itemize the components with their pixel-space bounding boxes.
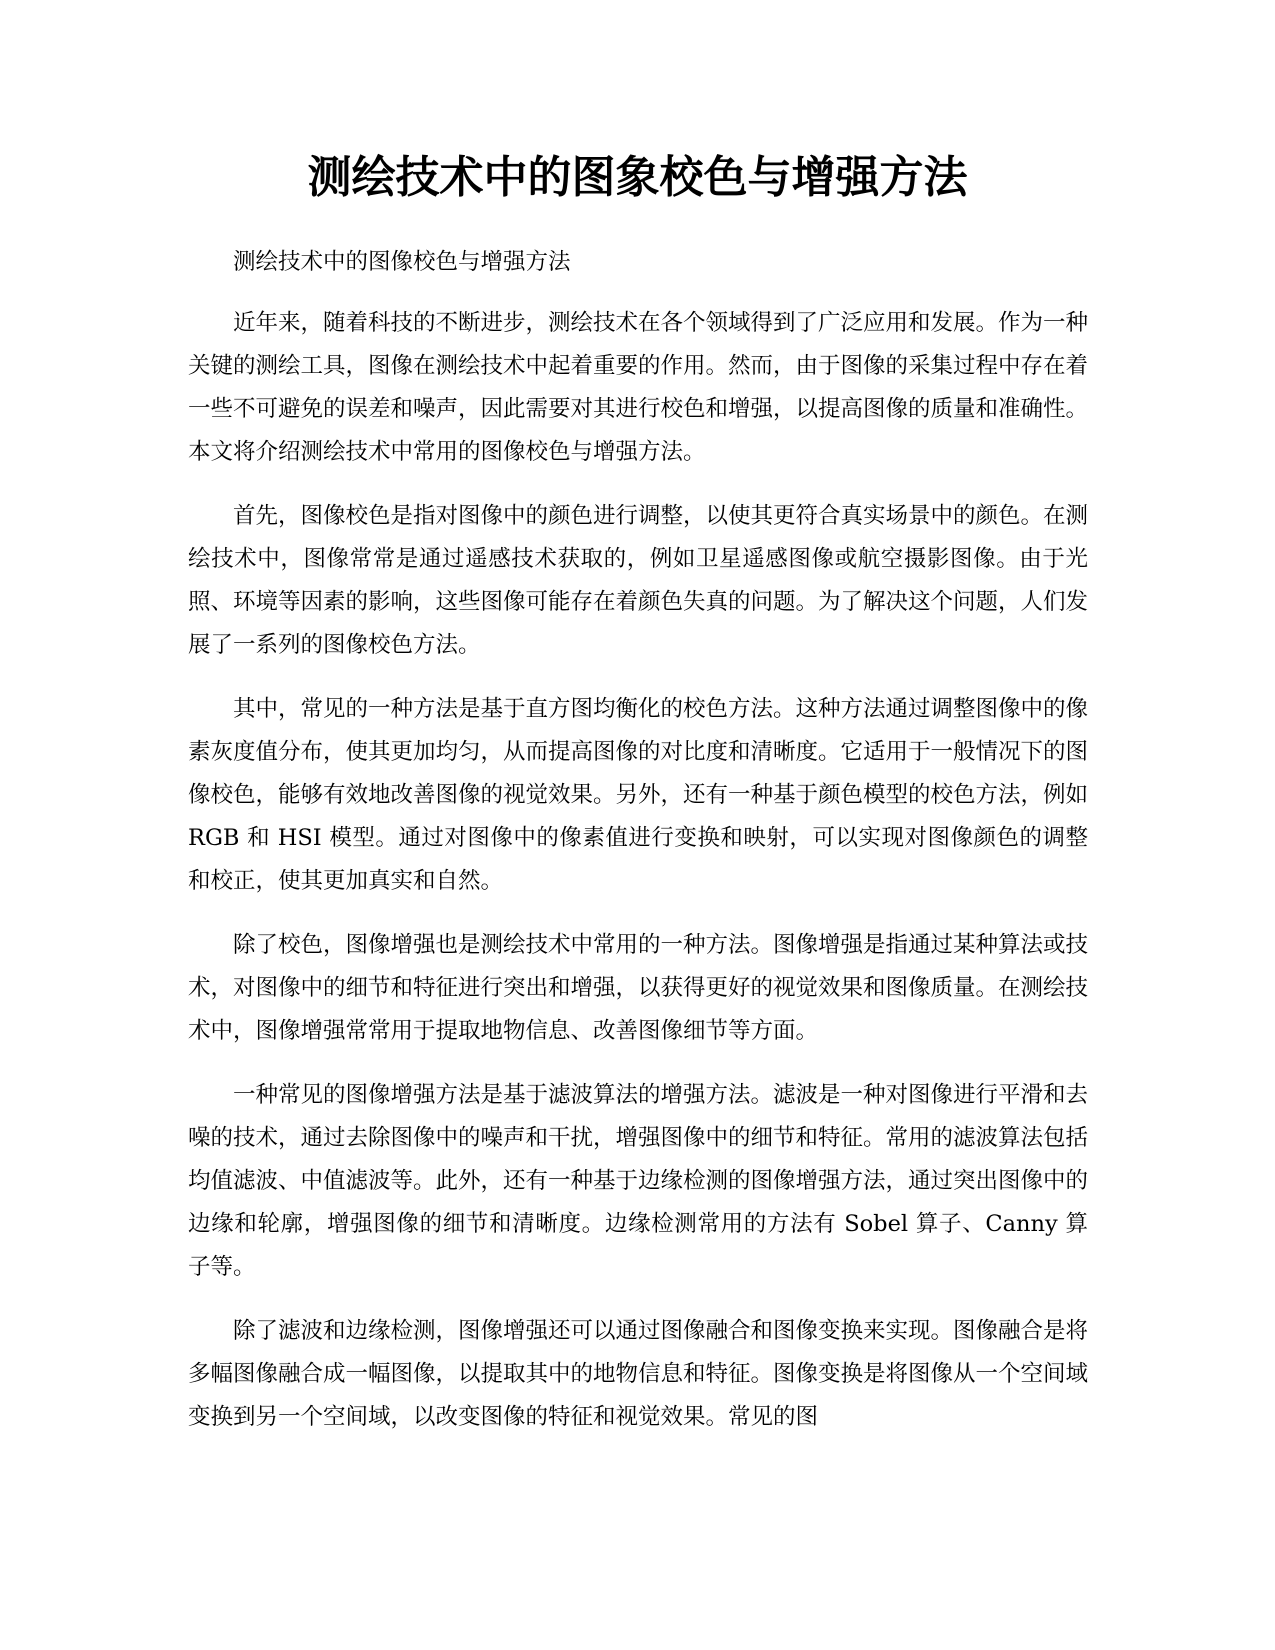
paragraph-intro: 近年来，随着科技的不断进步，测绘技术在各个领域得到了广泛应用和发展。作为一种关键的测绘工具，图像在测绘技术中起着重要的作用。然而，由于图像的采集过程中存在着一些不可避免的误差和噪声，因此需要对其进行校色和增强，以提高图像的质量和准确性。本文将介绍测绘技术中常用的图像校色与增强方法。 — [188, 310, 1089, 465]
paragraph-color-correction: 首先，图像校色是指对图像中的颜色进行调整，以使其更符合真实场景中的颜色。在测绘技术中，图像常常是通过遥感技术获取的，例如卫星遥感图像或航空摄影图像。由于光照、环境等因素的影响，这些图像可能存在着颜色失真的问题。为了解决这个问题，人们发展了一系列的图像校色方法。 — [188, 503, 1089, 658]
paragraph-histogram-method: 其中，常见的一种方法是基于直方图均衡化的校色方法。这种方法通过调整图像中的像素灰度值分布，使其更加均匀，从而提高图像的对比度和清晰度。它适用于一般情况下的图像校色，能够有效地改善图像的视觉效果。另外，还有一种基于颜色模型的校色方法，例如 RGB 和 HSI 模型。通过对图像中的像素值进行变换和映射，可以实现对图像颜色的调整和校正，使其更加真实和自然。 — [188, 696, 1089, 894]
paragraph-image-enhancement: 除了校色，图像增强也是测绘技术中常用的一种方法。图像增强是指通过某种算法或技术，对图像中的细节和特征进行突出和增强，以获得更好的视觉效果和图像质量。在测绘技术中，图像增强常常用于提取地物信息、改善图像细节等方面。 — [188, 932, 1089, 1044]
document-body — [188, 241, 1088, 1460]
document-subtitle: 测绘技术中的图像校色与增强方法 — [233, 249, 571, 275]
paragraph-filter-method: 一种常见的图像增强方法是基于滤波算法的增强方法。滤波是一种对图像进行平滑和去噪的技术，通过去除图像中的噪声和干扰，增强图像中的细节和特征。常用的滤波算法包括均值滤波、中值滤波等。此外，还有一种基于边缘检测的图像增强方法，通过突出图像中的边缘和轮廓，增强图像的细节和清晰度。边缘检测常用的方法有 Sobel 算子、Canny 算子等。 — [188, 1082, 1089, 1280]
document-title: 测绘技术中的图象校色与增强方法 — [307, 152, 968, 203]
paragraph-fusion-transform: 除了滤波和边缘检测，图像增强还可以通过图像融合和图像变换来实现。图像融合是将多幅图像融合成一幅图像，以提取其中的地物信息和特征。图像变换是将图像从一个空间域变换到另一个空间域，以改变图像的特征和视觉效果。常见的图 — [188, 1318, 1089, 1430]
